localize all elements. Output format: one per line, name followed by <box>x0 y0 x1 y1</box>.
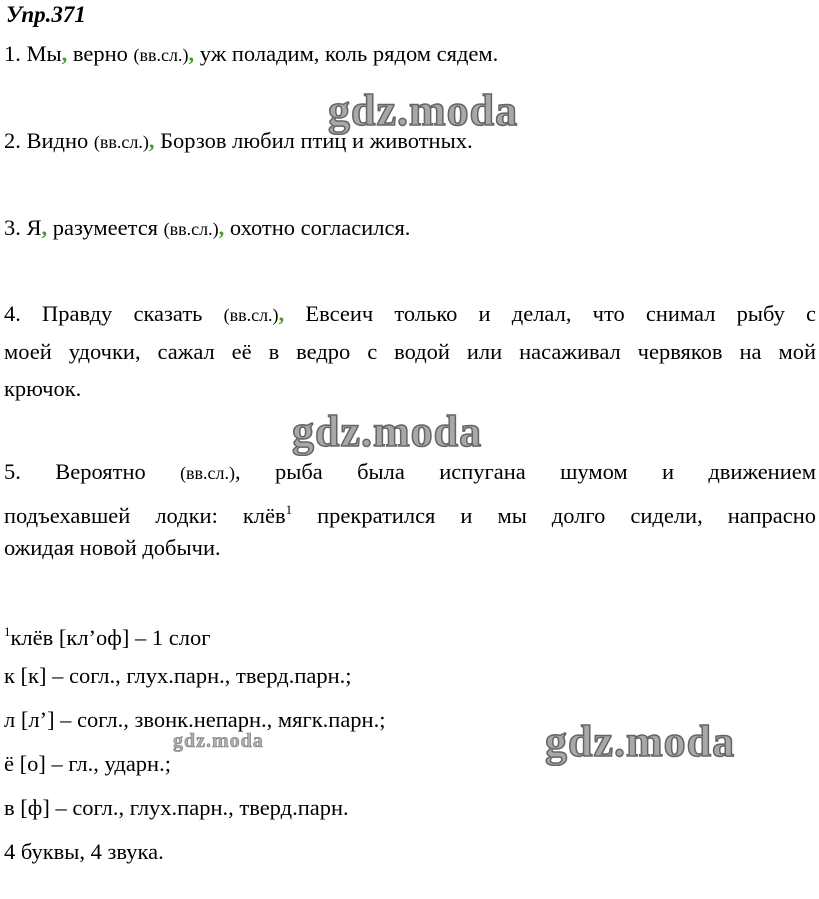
footnote-line: л [л’] – согл., звонк.непарн., мягк.парн.; <box>4 707 386 732</box>
sentence-4-line-2: моей удочки, сажал её в ведро с водой или насаживал червяков на мой <box>4 339 816 364</box>
footnote-line: в [ф] – согл., глух.парн., тверд.парн. <box>4 795 349 820</box>
footnote-head: $^1$клёв [кл’оф] – 1 слог <box>4 624 211 650</box>
sentence-5-line-1: 5. Вероятно (вв.сл.), рыба была испугана шумом и движением <box>4 459 816 484</box>
sentence-1: 1. Мы, верно (вв.сл.), уж поладим, коль рядом сядем. <box>4 41 499 66</box>
exercise-title: Упр.371 <box>6 2 86 27</box>
watermark: gdz.moda <box>292 407 483 456</box>
footnote-line: 4 буквы, 4 звука. <box>4 839 164 864</box>
sentence-4-line-3: крючок. <box>4 376 82 401</box>
sentence-4-line-1: 4. Правду сказать (вв.сл.), Евсеич только и делал, что снимал рыбу с <box>4 301 817 326</box>
watermark: gdz.moda <box>173 730 264 752</box>
sentence-5-line-3: ожидая новой добычи. <box>4 535 221 560</box>
watermark: gdz.moda <box>545 717 736 766</box>
footnote-line: к [к] – согл., глух.парн., тверд.парн.; <box>4 663 352 688</box>
sentence-2: 2. Видно (вв.сл.), Борзов любил птиц и животных. <box>4 128 473 153</box>
watermark: gdz.moda <box>328 86 519 135</box>
footnote-line: ё [о] – гл., ударн.; <box>4 751 171 776</box>
sentence-3: 3. Я, разумеется (вв.сл.), охотно согласился. <box>4 215 411 240</box>
sentence-5-line-2: подъехавшей лодки: клёв$^1$ прекратился и мы долго сидели, напрасно <box>4 502 816 528</box>
